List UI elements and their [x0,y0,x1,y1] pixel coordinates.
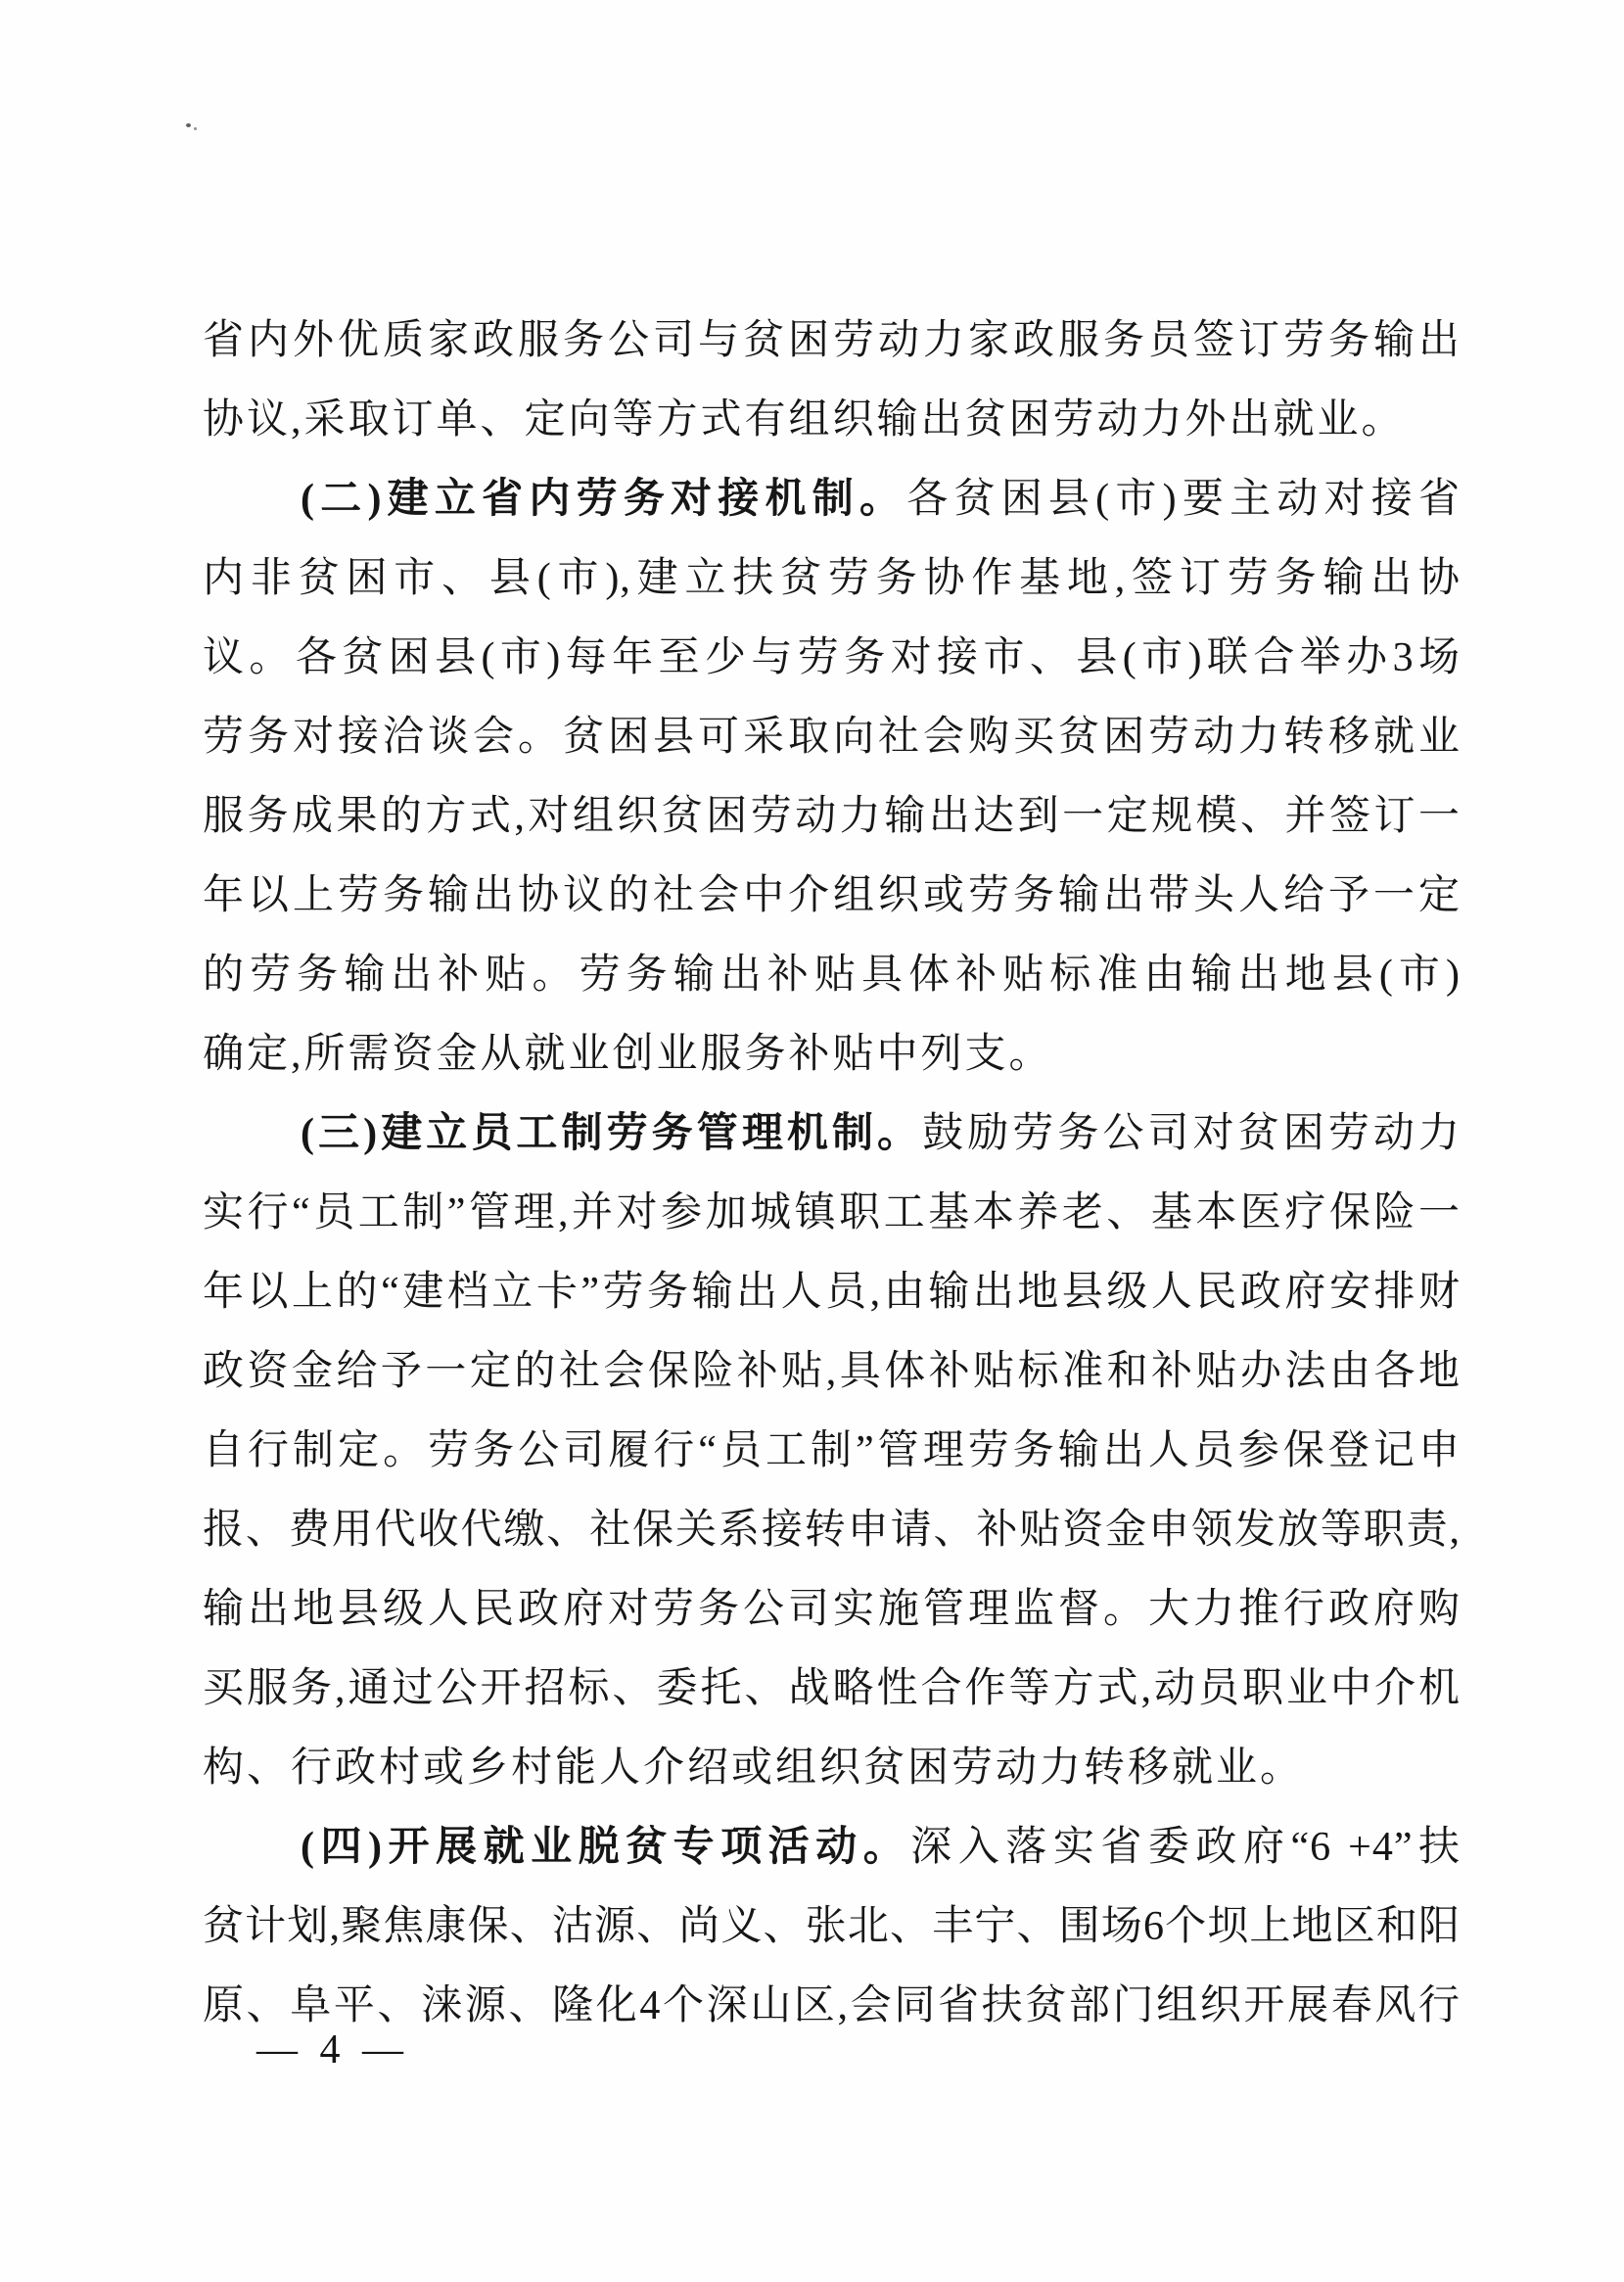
page-number: — 4 — [256,2027,409,2072]
scan-artifact-dot [194,127,197,130]
line-text: 自行制定。劳务公司履行“员工制”管理劳务输出人员参保登记申 [203,1428,1461,1473]
text-line [203,1015,1461,1094]
text-line [203,539,1461,619]
text-line [203,1253,1461,1332]
line-text: 劳务对接洽谈会。贫困县可采取向社会购买贫困劳动力转移就业 [203,715,1461,760]
document-body [203,302,1461,2046]
line-text: 买服务,通过公开招标、委托、战略性合作等方式,动员职业中介机 [203,1666,1461,1711]
line-text: 确定,所需资金从就业创业服务补贴中列支。 [203,1032,1053,1077]
text-line [203,381,1461,460]
line-text: 深入落实省委政府“6 +4”扶 [910,1825,1461,1870]
line-text: 省内外优质家政服务公司与贫困劳动力家政服务员签订劳务输出 [203,318,1461,363]
line-text: 年以上的“建档立卡”劳务输出人员,由输出地县级人民政府安排财 [203,1270,1461,1315]
text-line [203,1808,1461,1887]
line-text: 报、费用代收代缴、社保关系接转申请、补贴资金申领发放等职责, [203,1508,1461,1553]
text-line [203,460,1461,539]
text-line [203,1729,1461,1808]
line-text: 贫计划,聚焦康保、沽源、尚义、张北、丰宁、围场6个坝上地区和阳 [203,1904,1461,1949]
text-line [203,1094,1461,1174]
line-text: 鼓励劳务公司对贫困劳动力 [922,1111,1461,1156]
text-line [203,698,1461,777]
line-text: 原、阜平、涞源、隆化4个深山区,会同省扶贫部门组织开展春风行 [203,1983,1461,2028]
text-line [203,1491,1461,1570]
line-text: 输出地县级人民政府对劳务公司实施管理监督。大力推行政府购 [203,1587,1461,1632]
line-text: 各贫困县(市)要主动对接省 [906,477,1461,522]
line-text: 协议,采取订单、定向等方式有组织输出贫困劳动力外出就业。 [203,397,1406,442]
line-text: 内非贫困市、县(市),建立扶贫劳务协作基地,签订劳务输出协 [203,556,1461,601]
line-text: 年以上劳务输出协议的社会中介组织或劳务输出带头人给予一定 [203,873,1461,918]
text-line [203,1412,1461,1491]
text-line [203,1887,1461,1967]
line-text: 议。各贫困县(市)每年至少与劳务对接市、县(市)联合举办3场 [203,635,1461,680]
scan-artifact-dot [186,123,191,127]
text-line [203,619,1461,698]
paragraph-heading: (二)建立省内劳务对接机制。 [301,477,907,522]
paragraph-heading: (四)开展就业脱贫专项活动。 [301,1825,911,1870]
line-text: 的劳务输出补贴。劳务输出补贴具体补贴标准由输出地县(市) [203,953,1461,998]
text-line [203,1650,1461,1729]
line-text: 服务成果的方式,对组织贫困劳动力输出达到一定规模、并签订一 [203,794,1461,839]
line-text: 政资金给予一定的社会保险补贴,具体补贴标准和补贴办法由各地 [203,1349,1461,1394]
text-line [203,1174,1461,1253]
text-line [203,777,1461,857]
text-line [203,936,1461,1015]
line-text: 构、行政村或乡村能人介绍或组织贫困劳动力转移就业。 [203,1746,1305,1791]
text-line [203,1570,1461,1650]
text-line [203,302,1461,381]
text-line [203,1332,1461,1412]
text-line [203,857,1461,936]
line-text: 实行“员工制”管理,并对参加城镇职工基本养老、基本医疗保险一 [203,1190,1461,1235]
paragraph-heading: (三)建立员工制劳务管理机制。 [301,1111,923,1156]
